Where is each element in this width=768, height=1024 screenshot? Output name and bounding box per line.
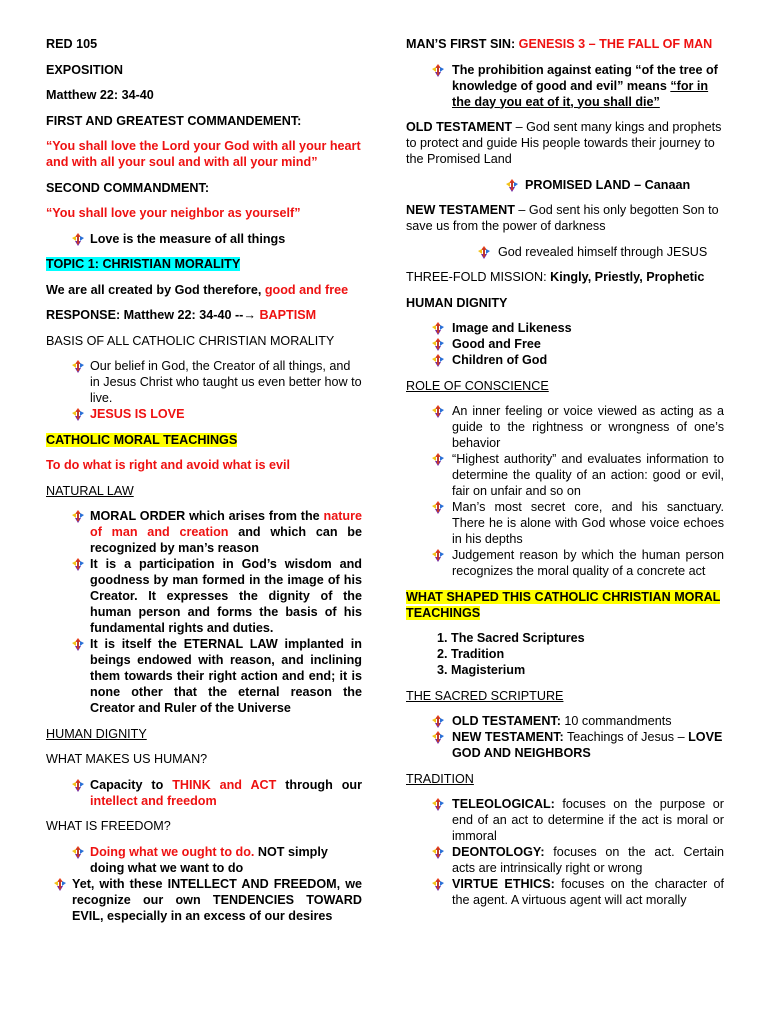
shaped-heading: WHAT SHAPED THIS CATHOLIC CHRISTIAN MORAL TEACHINGS (406, 589, 721, 620)
tradition-heading: TRADITION (406, 771, 474, 786)
bullet-icon (432, 322, 444, 335)
response-statement: RESPONSE: Matthew 22: 34-40 --→ BAPTISM (46, 308, 317, 322)
list-item: Man’s most secret core, and his sanctuary. There he is alone with God whose voice echoes in his depths (452, 499, 724, 547)
list-item: MORAL ORDER which arises from the nature of man and creation and which can be recognized by man’s reason (90, 508, 362, 556)
first-commandment-text: “You shall love the Lord your God with all your heart and with all your soul and with all your mind” (46, 139, 361, 169)
bullet-icon (72, 360, 84, 373)
bullet-icon (432, 338, 444, 351)
arrow-icon: → (243, 308, 256, 322)
list-item: It is itself the ETERNAL LAW implanted in beings endowed with reason, and inclining them towards their right action and end; it is none other that the eternal reason the Creator and Ruler of the Universe (90, 636, 362, 716)
list-item: NEW TESTAMENT: Teachings of Jesus – LOVE GOD AND NEIGHBORS (452, 729, 724, 761)
capacity-list (46, 777, 362, 809)
basis-list (46, 358, 362, 422)
list-item: Doing what we ought to do. NOT simply doing what we want to do (90, 844, 362, 876)
course-code: RED 105 (46, 37, 98, 51)
what-makes-human-heading: WHAT MAKES US HUMAN? (46, 752, 208, 766)
dignity-list (406, 320, 724, 368)
scripture-list (406, 713, 724, 761)
list-item: “Highest authority” and evaluates information to determine the quality of an action: good or evil, fair on unfair and so on (452, 451, 724, 499)
bullet-icon (72, 233, 84, 246)
promised-land-list (406, 177, 724, 193)
human-dignity-heading: HUMAN DIGNITY (406, 295, 508, 310)
love-list (46, 231, 362, 247)
basis-heading: BASIS OF ALL CATHOLIC CHRISTIAN MORALITY (46, 333, 335, 348)
bullet-icon (72, 846, 84, 859)
list-item: TELEOLOGICAL: focuses on the purpose or end of an act to determine if the act is moral or immoral (452, 796, 724, 844)
bullet-icon (432, 549, 444, 562)
bullet-icon (432, 64, 444, 77)
new-testament-paragraph: NEW TESTAMENT – God sent his only begotten Son to save us from the power of darkness (406, 203, 719, 233)
cmt-heading: CATHOLIC MORAL TEACHINGS (46, 432, 238, 447)
threefold-mission: THREE-FOLD MISSION: Kingly, Priestly, Prophetic (406, 270, 705, 284)
conscience-list (406, 403, 724, 579)
prohibition-list (406, 62, 724, 110)
second-commandment-heading: SECOND COMMANDMENT: (46, 180, 210, 195)
bullet-icon (72, 558, 84, 571)
bullet-icon (432, 878, 444, 891)
bullet-icon (72, 408, 84, 421)
yet-list (46, 876, 362, 924)
list-item: Good and Free (452, 336, 724, 352)
bullet-icon (432, 453, 444, 466)
bullet-icon (432, 798, 444, 811)
list-item: Capacity to THINK and ACT through our intellect and freedom (90, 777, 362, 809)
bullet-icon (54, 878, 66, 891)
list-item: Our belief in God, the Creator of all things, and in Jesus Christ who taught us even better how to live. (90, 358, 362, 406)
list-item: OLD TESTAMENT: 10 commandments (452, 713, 724, 729)
first-commandment-heading: FIRST AND GREATEST COMMANDEMENT: (46, 113, 302, 128)
bullet-icon (432, 731, 444, 744)
scripture-reference: Matthew 22: 34-40 (46, 88, 154, 102)
bullet-icon (432, 501, 444, 514)
bullet-icon (478, 246, 490, 259)
list-item: It is a participation in God’s wisdom and goodness by man formed in the image of his Creator. It expresses the dignity of the human person and forms the basis of his fundamental rights and duties. (90, 556, 362, 636)
list-item: 2. Tradition (451, 646, 724, 662)
human-dignity-heading: HUMAN DIGNITY (46, 726, 147, 741)
what-is-freedom-heading: WHAT IS FREEDOM? (46, 819, 171, 833)
exposition-heading: EXPOSITION (46, 62, 123, 77)
right-column (406, 36, 724, 918)
list-item: Love is the measure of all things (90, 231, 362, 247)
created-statement: We are all created by God therefore, good and free (46, 282, 349, 297)
old-testament-paragraph: OLD TESTAMENT – God sent many kings and prophets to protect and guide His people towards their journey to the Promised Land (406, 120, 722, 166)
natural-law-list (46, 508, 362, 716)
bullet-icon (432, 354, 444, 367)
tradition-list (406, 796, 724, 908)
list-item: VIRTUE ETHICS: focuses on the character of the agent. A virtuous agent will act morally (452, 876, 724, 908)
conscience-heading: ROLE OF CONSCIENCE (406, 378, 549, 393)
freedom-list (46, 844, 362, 876)
revealed-list (406, 244, 724, 260)
list-item: Judgement reason by which the human person recognizes the moral quality of a concrete act (452, 547, 724, 579)
list-item: The prohibition against eating “of the tree of knowledge of good and evil” means “for in the day you eat of it, you shall die” (452, 62, 724, 110)
list-item: JESUS IS LOVE (90, 406, 362, 422)
first-sin-heading: MAN’S FIRST SIN: GENESIS 3 – THE FALL OF MAN (406, 37, 713, 51)
second-commandment-text: “You shall love your neighbor as yourself” (46, 206, 301, 220)
bullet-icon (72, 638, 84, 651)
cmt-text: To do what is right and avoid what is evil (46, 458, 290, 472)
bullet-icon (72, 779, 84, 792)
list-item: PROMISED LAND – Canaan (525, 177, 724, 193)
list-item: Image and Likeness (452, 320, 724, 336)
bullet-icon (432, 715, 444, 728)
list-item: DEONTOLOGY: focuses on the act. Certain acts are intrinsically right or wrong (452, 844, 724, 876)
bullet-icon (432, 846, 444, 859)
shaped-list (406, 630, 724, 678)
bullet-icon (506, 179, 518, 192)
list-item: An inner feeling or voice viewed as acting as a guide to the rightness or wrongness of one’s behavior (452, 403, 724, 451)
topic-heading: TOPIC 1: CHRISTIAN MORALITY (46, 257, 241, 271)
bullet-icon (72, 510, 84, 523)
list-item: God revealed himself through JESUS (498, 244, 724, 260)
list-item: 3. Magisterium (451, 662, 724, 678)
bullet-icon (432, 405, 444, 418)
list-item: Children of God (452, 352, 724, 368)
list-item: 1. The Sacred Scriptures (451, 630, 724, 646)
left-column (46, 36, 362, 933)
sacred-scripture-heading: THE SACRED SCRIPTURE (406, 688, 564, 703)
list-item: Yet, with these INTELLECT AND FREEDOM, we recognize our own TENDENCIES TOWARD EVIL, especially in an excess of our desires (72, 876, 362, 924)
natural-law-heading: NATURAL LAW (46, 483, 134, 498)
